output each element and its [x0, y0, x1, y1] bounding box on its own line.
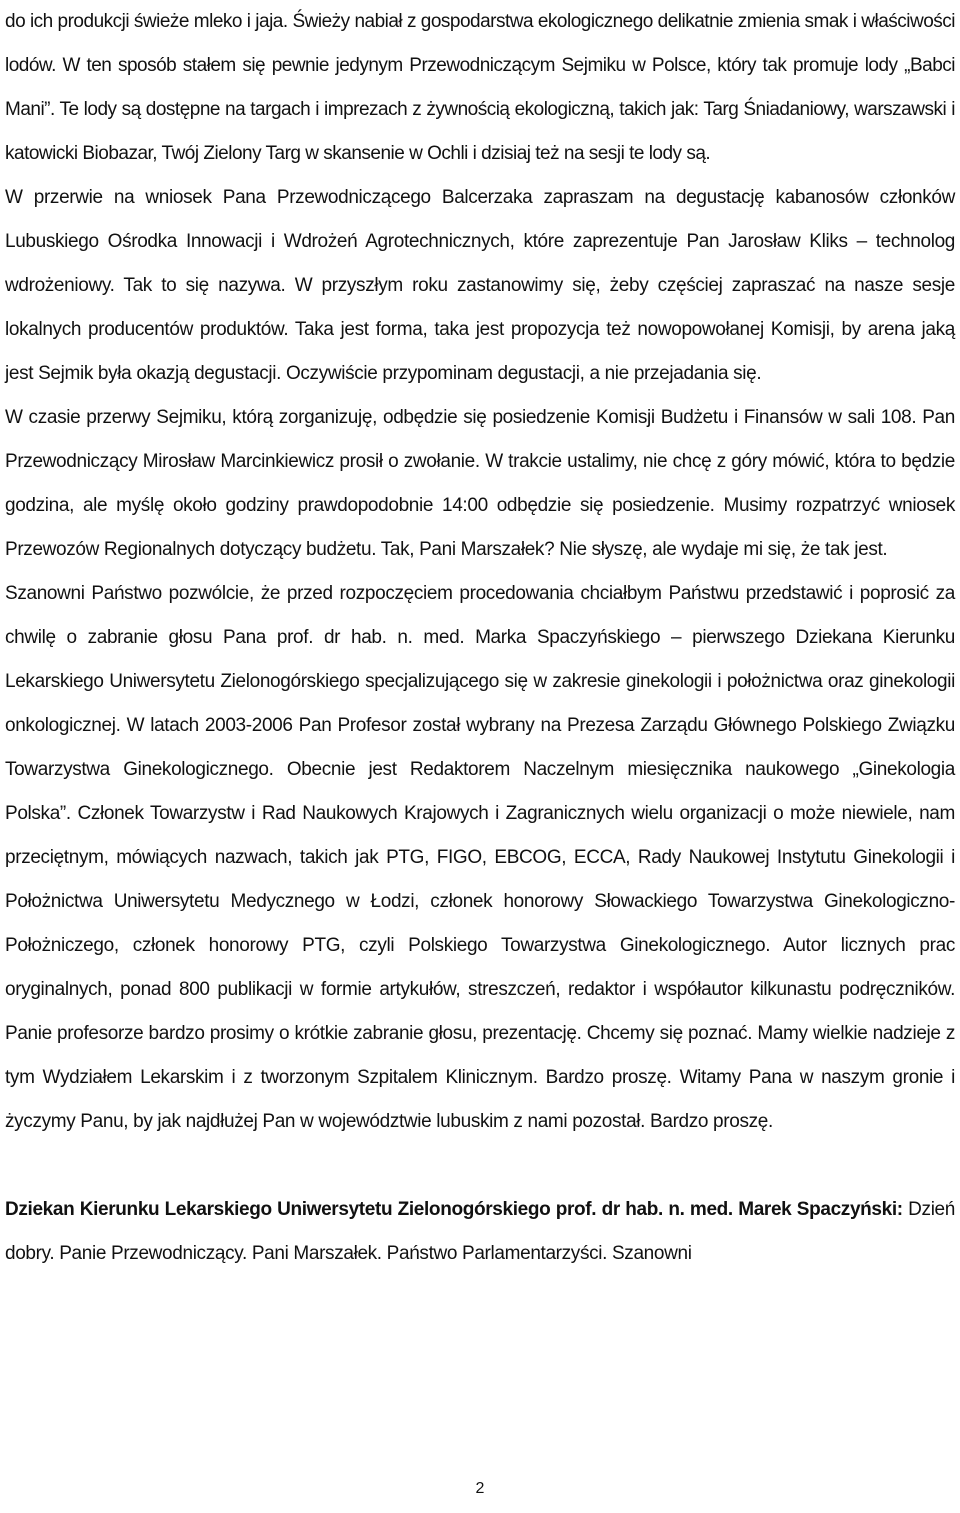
paragraph-gap	[5, 1144, 955, 1188]
paragraph-committee-meeting: W czasie przerwy Sejmiku, którą zorganizuję, odbędzie się posiedzenie Komisji Budżetu i Finansów w sali 108. Pan Przewodniczący Mirosław Marcinkiewicz prosił o zwołanie. W trakcie ustalimy, nie chcę z góry mówić, która to będzie godzina, ale myślę około godziny prawdopodobnie 14:00 odbędzie się posiedzenie. Musimy rozpatrzyć wniosek Przewozów Regionalnych dotyczący budżetu. Tak, Pani Marszałek? Nie słyszę, ale wydaje mi się, że tak jest.	[5, 407, 955, 560]
paragraph-speaker-statement	[5, 1188, 955, 1276]
document-page	[5, 0, 955, 1276]
paragraph-professor-introduction: Szanowni Państwo pozwólcie, że przed rozpoczęciem procedowania chciałbym Państwu przedstawić i poprosić za chwilę o zabranie głosu Pana prof. dr hab. n. med. Marka Spaczyńskiego – pierwszego Dziekana Kierunku Lekarskiego Uniwersytetu Zielonogórskiego specjalizującego się w zakresie ginekologii i położnictwa oraz ginekologii onkologicznej. W latach 2003-2006 Pan Profesor został wybrany na Prezesa Zarządu Głównego Polskiego Związku Towarzystwa Ginekologicznego. Obecnie jest Redaktorem Naczelnym miesięcznika naukowego „Ginekologia Polska”. Członek Towarzystw i Rad Naukowych Krajowych i Zagranicznych wielu organizacji o może niewiele, nam przeciętnym, mówiących nazwach, takich jak PTG, FIGO, EBCOG, ECCA, Rady Naukowej Instytutu Ginekologii i Położnictwa Uniwersytetu Medycznego w Łodzi, członek honorowy Słowackiego Towarzystwa Ginekologiczno-Położniczego, członek honorowy PTG, czyli Polskiego Towarzystwa Ginekologicznego. Autor licznych prac oryginalnych, ponad 800 publikacji w formie artykułów, streszczeń, redaktor i współautor kilkunastu podręczników. Panie profesorze bardzo prosimy o krótkie zabranie głosu, prezentację. Chcemy się poznać. Mamy wielkie nadzieje z tym Wydziałem Lekarskim i z tworzonym Szpitalem Klinicznym. Bardzo proszę. Witamy Pana w naszym gronie i życzymy Panu, by jak najdłużej Pan w województwie lubuskim z nami pozostał. Bardzo proszę.	[5, 583, 955, 1132]
paragraph-ice-cream: do ich produkcji świeże mleko i jaja. Świeży nabiał z gospodarstwa ekologicznego delikatnie zmienia smak i właściwości lodów. W ten sposób stałem się pewnie jedynym Przewodniczącym Sejmiku w Polsce, który tak promuje lody „Babci Mani”. Te lody są dostępne na targach i imprezach z żywnością ekologiczną, takich jak: Targ Śniadaniowy, warszawski i katowicki Biobazar, Twój Zielony Targ w skansenie w Ochli i dzisiaj też na sesji te lody są.	[5, 11, 955, 164]
speaker-label: Dziekan Kierunku Lekarskiego Uniwersytetu Zielonogórskiego prof. dr hab. n. med. Marek Spaczyński:	[5, 1199, 903, 1220]
speaker-text: Dzień dobry. Panie Przewodniczący. Pani Marszałek. Państwo Parlamentarzyści. Szanowni	[5, 1199, 955, 1264]
page-number: 2	[475, 1480, 485, 1497]
paragraph-degustation: W przerwie na wniosek Pana Przewodniczącego Balcerzaka zapraszam na degustację kabanosów członków Lubuskiego Ośrodka Innowacji i Wdrożeń Agrotechnicznych, które zaprezentuje Pan Jarosław Kliks – technolog wdrożeniowy. Tak to się nazywa. W przyszłym roku zastanowimy się, żeby częściej zapraszać na nasze sesje lokalnych producentów produktów. Taka jest forma, taka jest propozycja też nowopowołanej Komisji, by arena jaką jest Sejmik była okazją degustacji. Oczywiście przypominam degustacji, a nie przejadania się.	[5, 187, 955, 384]
